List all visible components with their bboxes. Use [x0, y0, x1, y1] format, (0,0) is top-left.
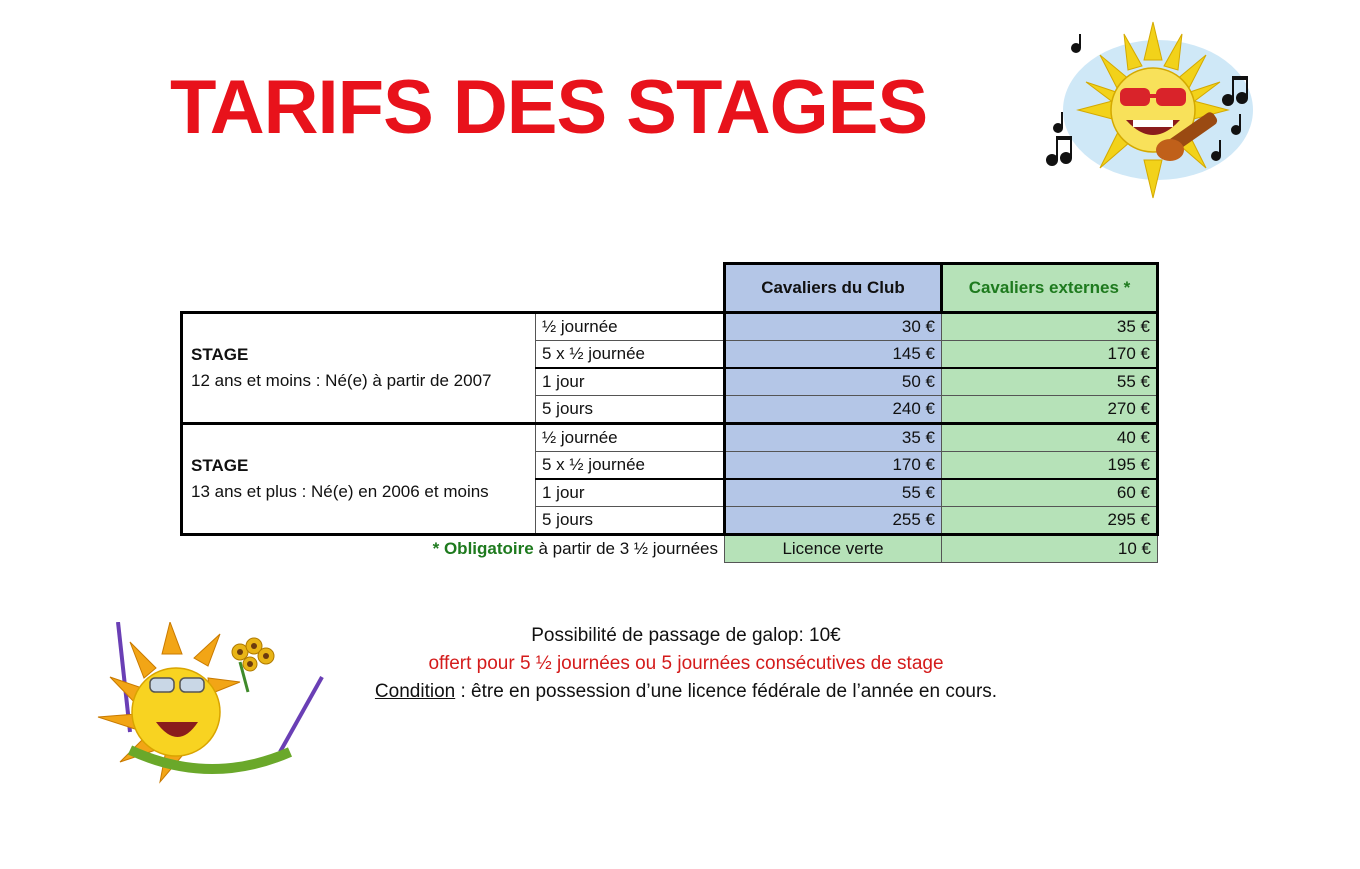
sun-with-guitar-and-music-notes-icon: [1038, 20, 1253, 200]
licence-price: 10 €: [942, 535, 1158, 563]
club-price: 240 €: [725, 396, 942, 424]
duration-label: 5 x ½ journée: [536, 452, 725, 480]
external-price: 40 €: [942, 424, 1158, 452]
condition-label: Condition: [374, 681, 456, 702]
table-row: [182, 313, 1158, 341]
external-price: 170 €: [942, 341, 1158, 369]
footnote-text: à partir de 3 ½ journées: [538, 539, 718, 559]
footnote-row: [182, 535, 1158, 563]
duration-label: 5 x ½ journée: [536, 341, 725, 369]
galop-price-line: Possibilité de passage de galop: 10€: [531, 625, 841, 646]
galop-offer-line: offert pour 5 ½ journées ou 5 journées consécutives de stage: [428, 653, 944, 674]
duration-label: 5 jours: [536, 507, 725, 535]
tarifs-table: [180, 262, 1159, 563]
galop-condition-line: [330, 678, 1042, 706]
licence-label: Licence verte: [725, 535, 942, 563]
stage-group-cell: [182, 424, 536, 535]
external-price: 295 €: [942, 507, 1158, 535]
column-header-external: Cavaliers externes *: [942, 264, 1158, 313]
club-price: 35 €: [725, 424, 942, 452]
duration-label: ½ journée: [536, 424, 725, 452]
page-title: TARIFS DES STAGES: [170, 65, 928, 150]
stage-description: 13 ans et plus : Né(e) en 2006 et moins: [191, 482, 489, 501]
footnote: [182, 535, 725, 563]
stage-group-cell: [182, 313, 536, 424]
obligatoire-label: * Obligatoire: [432, 539, 534, 559]
stage-label: STAGE: [191, 345, 249, 364]
galop-info: [330, 622, 1042, 706]
external-price: 35 €: [942, 313, 1158, 341]
stage-description: 12 ans et moins : Né(e) à partir de 2007: [191, 371, 492, 390]
column-header-club: Cavaliers du Club: [725, 264, 942, 313]
stage-label: STAGE: [191, 456, 249, 475]
external-price: 195 €: [942, 452, 1158, 480]
duration-label: ½ journée: [536, 313, 725, 341]
club-price: 255 €: [725, 507, 942, 535]
external-price: 60 €: [942, 479, 1158, 507]
external-price: 270 €: [942, 396, 1158, 424]
table-row: [182, 424, 1158, 452]
external-price: 55 €: [942, 368, 1158, 396]
table-header-row: [182, 264, 1158, 313]
club-price: 30 €: [725, 313, 942, 341]
club-price: 55 €: [725, 479, 942, 507]
club-price: 145 €: [725, 341, 942, 369]
condition-text: : être en possession d’une licence fédérale de l’année en cours.: [455, 681, 998, 702]
club-price: 170 €: [725, 452, 942, 480]
duration-label: 5 jours: [536, 396, 725, 424]
sun-in-hammock-icon: [90, 622, 325, 787]
club-price: 50 €: [725, 368, 942, 396]
duration-label: 1 jour: [536, 368, 725, 396]
duration-label: 1 jour: [536, 479, 725, 507]
